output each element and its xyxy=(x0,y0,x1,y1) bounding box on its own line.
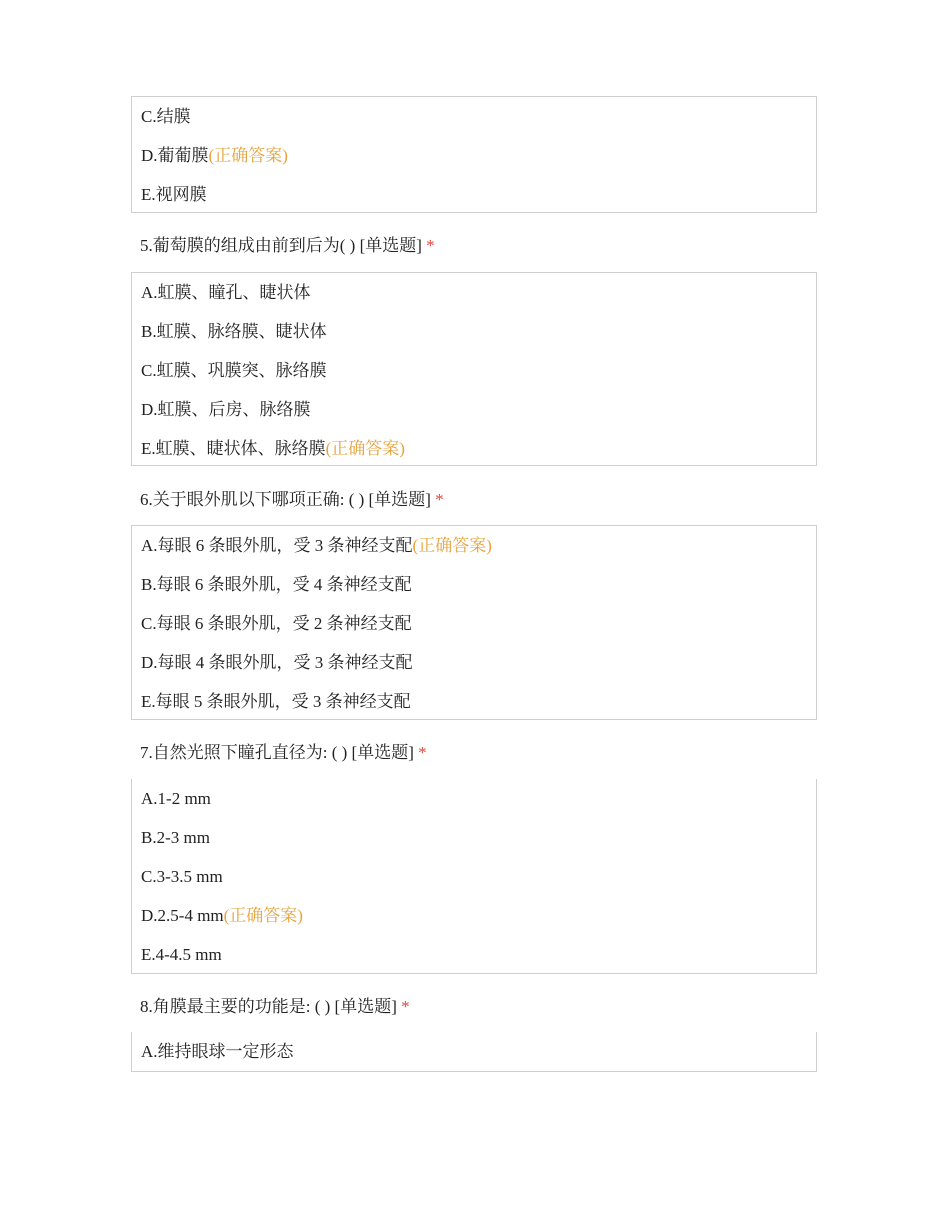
option-q5-e xyxy=(132,429,816,468)
question-text: 5.葡萄膜的组成由前到后为( ) [单选题] xyxy=(140,236,422,255)
question-7-title xyxy=(140,741,427,765)
option-q6-a xyxy=(132,526,816,565)
option-q5-b xyxy=(132,312,816,351)
option-text: A.维持眼球一定形态 xyxy=(141,1042,294,1061)
option-text: A.每眼 6 条眼外肌，受 3 条神经支配 xyxy=(141,536,413,555)
option-text: B.每眼 6 条眼外肌，受 4 条神经支配 xyxy=(141,575,412,594)
option-q6-d xyxy=(132,643,816,682)
option-text: C.3-3.5 mm xyxy=(141,867,223,886)
correct-answer-tag: (正确答案) xyxy=(223,906,303,925)
option-text: A.1-2 mm xyxy=(141,789,211,808)
required-mark: * xyxy=(435,490,444,509)
option-text: E.虹膜、睫状体、脉络膜 xyxy=(141,439,326,458)
option-q7-e xyxy=(132,935,816,974)
question-6-options xyxy=(131,525,817,720)
option-text: E.每眼 5 条眼外肌，受 3 条神经支配 xyxy=(141,692,411,711)
option-q7-c xyxy=(132,857,816,896)
question-text: 7.自然光照下瞳孔直径为: ( ) [单选题] xyxy=(140,743,414,762)
option-q4-d xyxy=(132,136,816,175)
question-text: 8.角膜最主要的功能是: ( ) [单选题] xyxy=(140,997,397,1016)
option-text: D.葡葡膜 xyxy=(141,146,209,165)
option-q5-a xyxy=(132,273,816,312)
question-8-title xyxy=(140,995,410,1019)
correct-answer-tag: (正确答案) xyxy=(325,439,405,458)
option-q7-a xyxy=(132,779,816,818)
question-4-options xyxy=(131,96,817,213)
question-6-title xyxy=(140,488,444,512)
option-text: E.4-4.5 mm xyxy=(141,945,222,964)
option-text: C.虹膜、巩膜突、脉络膜 xyxy=(141,361,327,380)
required-mark: * xyxy=(426,236,435,255)
option-q5-c xyxy=(132,351,816,390)
option-q7-b xyxy=(132,818,816,857)
option-text: D.2.5-4 mm xyxy=(141,906,224,925)
option-text: B.2-3 mm xyxy=(141,828,210,847)
option-q4-e xyxy=(132,175,816,214)
option-text: B.虹膜、脉络膜、睫状体 xyxy=(141,322,327,341)
option-text: C.每眼 6 条眼外肌，受 2 条神经支配 xyxy=(141,614,412,633)
option-q7-d xyxy=(132,896,816,935)
required-mark: * xyxy=(418,743,427,762)
option-q6-e xyxy=(132,682,816,721)
option-q4-c xyxy=(132,97,816,136)
option-text: C.结膜 xyxy=(141,107,191,126)
question-5-title xyxy=(140,234,435,258)
option-q5-d xyxy=(132,390,816,429)
question-7-options xyxy=(131,779,817,974)
option-q8-a xyxy=(132,1032,816,1071)
correct-answer-tag: (正确答案) xyxy=(412,536,492,555)
question-5-options xyxy=(131,272,817,466)
option-text: D.虹膜、后房、脉络膜 xyxy=(141,400,311,419)
option-text: D.每眼 4 条眼外肌，受 3 条神经支配 xyxy=(141,653,413,672)
option-text: E.视网膜 xyxy=(141,185,207,204)
required-mark: * xyxy=(401,997,410,1016)
question-8-options xyxy=(131,1032,817,1072)
question-text: 6.关于眼外肌以下哪项正确: ( ) [单选题] xyxy=(140,490,431,509)
correct-answer-tag: (正确答案) xyxy=(208,146,288,165)
option-q6-b xyxy=(132,565,816,604)
option-q6-c xyxy=(132,604,816,643)
option-text: A.虹膜、瞳孔、睫状体 xyxy=(141,283,311,302)
